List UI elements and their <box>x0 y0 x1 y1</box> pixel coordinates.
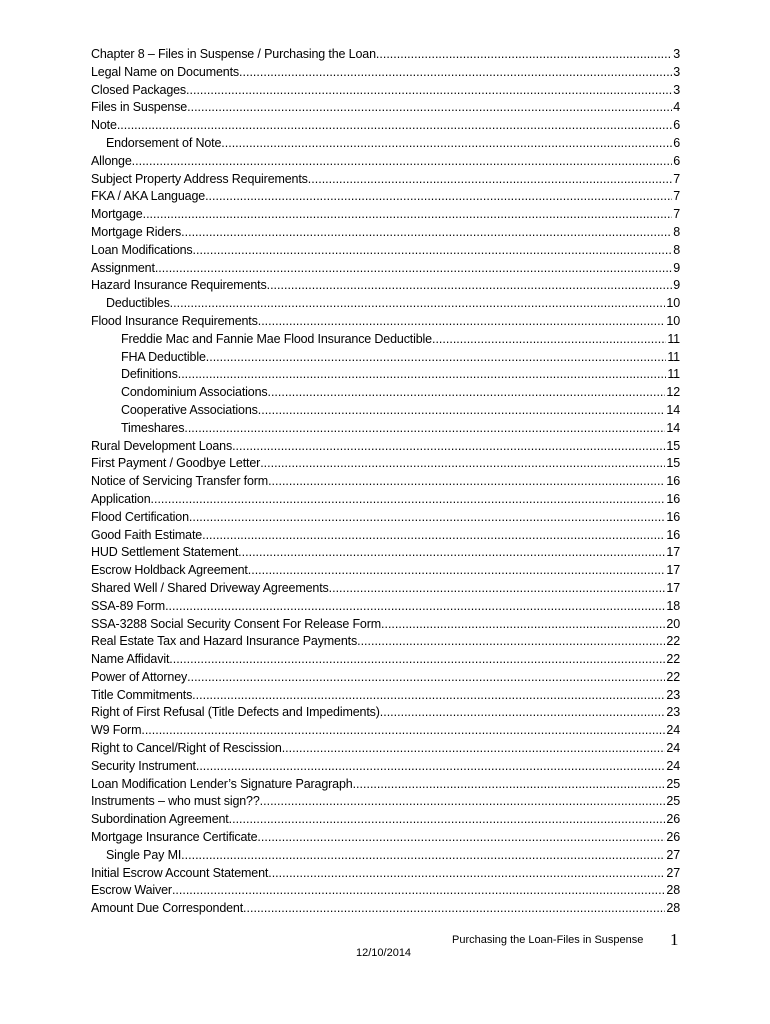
toc-entry-title: Loan Modification Lender’s Signature Paragraph <box>91 776 353 791</box>
toc-dot-leader <box>232 438 665 456</box>
toc-dot-leader <box>193 242 673 260</box>
toc-entry-title: Shared Well / Shared Driveway Agreements <box>91 580 329 595</box>
toc-entry-title: Chapter 8 – Files in Suspense / Purchasing the Loan <box>91 47 376 61</box>
toc-entry-title: First Payment / Goodbye Letter <box>91 456 261 471</box>
toc-entry[interactable] <box>91 562 680 580</box>
toc-entry-page-number: 23 <box>666 687 680 702</box>
toc-entry-page-number: 14 <box>666 402 680 417</box>
toc-entry-title: Definitions <box>121 367 178 382</box>
toc-entry-title: Rural Development Loans <box>91 438 233 453</box>
toc-entry-title: Condominium Associations <box>121 385 268 400</box>
toc-entry-title: Power of Attorney <box>91 669 188 684</box>
toc-dot-leader <box>238 544 665 562</box>
toc-dot-leader <box>181 847 665 865</box>
toc-dot-leader <box>143 206 673 224</box>
toc-entry[interactable] <box>91 135 680 153</box>
toc-dot-leader <box>376 46 672 64</box>
toc-entry-page-number: 17 <box>666 545 680 560</box>
toc-dot-leader <box>206 349 667 367</box>
toc-entry[interactable] <box>91 473 680 491</box>
toc-dot-leader <box>141 722 665 740</box>
toc-entry[interactable] <box>91 544 680 562</box>
toc-entry-page-number: 15 <box>666 456 680 471</box>
toc-entry[interactable] <box>91 438 680 456</box>
toc-entry-page-number: 17 <box>666 563 680 578</box>
toc-entry-title: Flood Certification <box>91 509 189 524</box>
toc-entry[interactable] <box>91 99 680 117</box>
toc-entry-title: Mortgage Riders <box>91 224 182 239</box>
toc-entry-title: Files in Suspense <box>91 100 188 115</box>
toc-dot-leader <box>132 153 673 171</box>
toc-entry-title: Single Pay MI <box>106 847 182 862</box>
toc-dot-leader <box>202 527 665 545</box>
toc-dot-leader <box>267 384 665 402</box>
toc-entry[interactable] <box>91 669 680 687</box>
toc-entry[interactable] <box>91 331 680 349</box>
toc-entry-title: Subject Property Address Requirements <box>91 171 308 186</box>
toc-entry[interactable] <box>91 616 680 634</box>
toc-dot-leader <box>268 473 665 491</box>
toc-entry-page-number: 26 <box>666 830 680 845</box>
toc-dot-leader <box>165 598 665 616</box>
toc-entry[interactable] <box>91 509 680 527</box>
toc-entry-title: Right to Cancel/Right of Rescission <box>91 741 282 756</box>
toc-entry-page-number: 7 <box>673 171 680 186</box>
toc-entry[interactable] <box>91 793 680 811</box>
toc-entry-page-number: 20 <box>666 616 680 631</box>
toc-dot-leader <box>248 562 666 580</box>
toc-entry[interactable] <box>91 527 680 545</box>
toc-dot-leader <box>169 651 665 669</box>
toc-dot-leader <box>192 687 665 705</box>
toc-entry-title: Amount Due Correspondent <box>91 901 244 916</box>
toc-entry-title: Instruments – who must sign?? <box>91 794 260 809</box>
toc-entry-title: Subordination Agreement <box>91 812 229 827</box>
toc-entry-title: Application <box>91 491 151 506</box>
toc-entry-page-number: 16 <box>666 509 680 524</box>
toc-entry[interactable] <box>91 580 680 598</box>
toc-entry-title: Legal Name on Documents <box>91 64 240 79</box>
toc-entry-title: Mortgage Insurance Certificate <box>91 830 258 845</box>
toc-entry[interactable] <box>91 349 680 367</box>
toc-entry[interactable] <box>91 687 680 705</box>
toc-dot-leader <box>172 882 665 900</box>
toc-entry[interactable] <box>91 847 680 865</box>
toc-entry[interactable] <box>91 402 680 420</box>
toc-dot-leader <box>381 616 665 634</box>
toc-dot-leader <box>357 633 665 651</box>
toc-entry-title: Assignment <box>91 260 155 275</box>
toc-entry[interactable] <box>91 758 680 776</box>
toc-entry[interactable] <box>91 64 680 82</box>
toc-entry-title: Security Instrument <box>91 758 196 773</box>
toc-dot-leader <box>258 402 666 420</box>
toc-entry-page-number: 26 <box>666 812 680 827</box>
toc-dot-leader <box>170 295 666 313</box>
toc-entry-page-number: 23 <box>666 705 680 720</box>
toc-entry[interactable] <box>91 277 680 295</box>
toc-entry-title: Loan Modifications <box>91 242 193 257</box>
toc-entry[interactable] <box>91 633 680 651</box>
toc-entry[interactable] <box>91 704 680 722</box>
toc-entry-page-number: 11 <box>667 349 680 364</box>
toc-entry-page-number: 3 <box>673 47 680 61</box>
toc-entry-title: HUD Settlement Statement <box>91 545 239 560</box>
toc-dot-leader <box>260 793 666 811</box>
toc-entry[interactable] <box>91 188 680 206</box>
toc-entry-title: SSA-3288 Social Security Consent For Release Form <box>91 616 382 631</box>
toc-entry[interactable] <box>91 865 680 883</box>
toc-entry[interactable] <box>91 242 680 260</box>
toc-dot-leader <box>117 117 672 135</box>
toc-entry-title: Real Estate Tax and Hazard Insurance Payments <box>91 634 358 649</box>
toc-dot-leader <box>181 224 672 242</box>
toc-entry-page-number: 24 <box>666 741 680 756</box>
toc-entry-page-number: 16 <box>666 527 680 542</box>
toc-entry[interactable] <box>91 651 680 669</box>
table-of-contents <box>91 46 680 918</box>
toc-dot-leader <box>151 491 666 509</box>
toc-entry-page-number: 24 <box>666 758 680 773</box>
toc-dot-leader <box>184 420 665 438</box>
toc-entry-page-number: 9 <box>673 260 680 275</box>
toc-entry-page-number: 27 <box>666 847 680 862</box>
toc-dot-leader <box>267 277 673 295</box>
toc-entry-title: Escrow Holdback Agreement <box>91 563 248 578</box>
toc-entry-title: FKA / AKA Language <box>91 189 206 204</box>
toc-dot-leader <box>155 260 672 278</box>
toc-dot-leader <box>308 171 672 189</box>
toc-entry-title: SSA-89 Form <box>91 598 166 613</box>
toc-entry-page-number: 6 <box>673 135 680 150</box>
toc-entry-title: Escrow Waiver <box>91 883 172 898</box>
toc-dot-leader <box>260 455 665 473</box>
toc-entry-page-number: 10 <box>666 313 680 328</box>
toc-entry-page-number: 22 <box>666 652 680 667</box>
toc-dot-leader <box>187 669 665 687</box>
toc-entry[interactable] <box>91 384 680 402</box>
toc-entry-title: Deductibles <box>106 296 170 311</box>
toc-entry-title: Freddie Mac and Fannie Mae Flood Insurance Deductible <box>121 331 432 346</box>
toc-entry-page-number: 7 <box>673 189 680 204</box>
toc-dot-leader <box>243 900 665 918</box>
toc-dot-leader <box>258 313 666 331</box>
toc-entry-title: Flood Insurance Requirements <box>91 313 258 328</box>
toc-entry[interactable] <box>91 882 680 900</box>
toc-entry-page-number: 12 <box>666 385 680 400</box>
toc-entry-page-number: 28 <box>666 901 680 916</box>
toc-entry[interactable] <box>91 598 680 616</box>
toc-entry-title: Cooperative Associations <box>121 402 258 417</box>
toc-entry[interactable] <box>91 829 680 847</box>
toc-entry-page-number: 7 <box>673 207 680 222</box>
toc-entry[interactable] <box>91 740 680 758</box>
toc-entry-title: Right of First Refusal (Title Defects and Impediments) <box>91 705 380 720</box>
toc-entry[interactable] <box>91 420 680 438</box>
toc-entry[interactable] <box>91 82 680 100</box>
toc-entry-page-number: 24 <box>666 723 680 738</box>
toc-entry[interactable] <box>91 295 680 313</box>
toc-dot-leader <box>353 776 666 794</box>
toc-dot-leader <box>329 580 666 598</box>
toc-entry-title: Title Commitments <box>91 687 193 702</box>
toc-entry[interactable] <box>91 313 680 331</box>
footer-document-title: Purchasing the Loan-Files in Suspense <box>452 934 644 946</box>
toc-dot-leader <box>257 829 665 847</box>
toc-entry-page-number: 6 <box>673 153 680 168</box>
toc-dot-leader <box>221 135 672 153</box>
toc-entry-title: Hazard Insurance Requirements <box>91 278 267 293</box>
toc-entry[interactable] <box>91 491 680 509</box>
toc-entry-title: FHA Deductible <box>121 349 206 364</box>
toc-dot-leader <box>239 64 672 82</box>
toc-entry-page-number: 17 <box>666 580 680 595</box>
toc-entry-title: Name Affidavit <box>91 652 170 667</box>
toc-entry-title: Notice of Servicing Transfer form <box>91 474 269 489</box>
toc-entry-page-number: 10 <box>666 296 680 311</box>
toc-entry-title: Mortgage <box>91 207 143 222</box>
toc-entry-page-number: 15 <box>666 438 680 453</box>
toc-entry-page-number: 16 <box>666 474 680 489</box>
toc-entry-page-number: 22 <box>666 634 680 649</box>
toc-entry-page-number: 27 <box>666 865 680 880</box>
toc-entry[interactable] <box>91 366 680 384</box>
toc-entry-page-number: 18 <box>666 598 680 613</box>
toc-dot-leader <box>178 366 667 384</box>
toc-entry-title: Timeshares <box>121 420 185 435</box>
toc-entry-title: W9 Form <box>91 723 142 738</box>
toc-dot-leader <box>229 811 666 829</box>
toc-dot-leader <box>282 740 666 758</box>
toc-entry-page-number: 16 <box>666 491 680 506</box>
toc-dot-leader <box>187 99 672 117</box>
toc-entry-title: Good Faith Estimate <box>91 527 203 542</box>
toc-entry-title: Endorsement of Note <box>106 135 222 150</box>
toc-entry-page-number: 25 <box>666 776 680 791</box>
toc-entry[interactable] <box>91 224 680 242</box>
toc-entry-page-number: 11 <box>667 367 680 382</box>
toc-entry-title: Allonge <box>91 153 132 168</box>
toc-entry-page-number: 3 <box>673 64 680 79</box>
toc-dot-leader <box>189 509 666 527</box>
toc-entry[interactable] <box>91 455 680 473</box>
toc-dot-leader <box>196 758 666 776</box>
toc-dot-leader <box>205 188 672 206</box>
toc-entry-title: Initial Escrow Account Statement <box>91 865 269 880</box>
toc-entry-page-number: 8 <box>673 224 680 239</box>
toc-entry[interactable] <box>91 722 680 740</box>
toc-entry[interactable] <box>91 811 680 829</box>
toc-entry[interactable] <box>91 46 680 64</box>
toc-entry[interactable] <box>91 260 680 278</box>
toc-entry-page-number: 8 <box>673 242 680 257</box>
toc-dot-leader <box>268 865 665 883</box>
footer-page-number: 1 <box>670 930 679 949</box>
toc-dot-leader <box>186 82 672 100</box>
toc-entry-page-number: 28 <box>666 883 680 898</box>
toc-dot-leader <box>432 331 666 349</box>
toc-entry-page-number: 4 <box>673 100 680 115</box>
toc-entry-page-number: 22 <box>666 669 680 684</box>
toc-entry[interactable] <box>91 153 680 171</box>
toc-entry-page-number: 25 <box>666 794 680 809</box>
toc-entry[interactable] <box>91 117 680 135</box>
toc-entry[interactable] <box>91 171 680 189</box>
toc-entry-page-number: 9 <box>673 278 680 293</box>
toc-entry-page-number: 11 <box>667 331 680 346</box>
footer-date: 12/10/2014 <box>356 947 412 959</box>
toc-entry-title: Note <box>91 118 117 133</box>
toc-entry-page-number: 14 <box>666 420 680 435</box>
toc-entry[interactable] <box>91 776 680 794</box>
toc-entry-page-number: 6 <box>673 118 680 133</box>
toc-entry-page-number: 3 <box>673 82 680 97</box>
toc-dot-leader <box>380 704 666 722</box>
toc-entry[interactable] <box>91 900 680 918</box>
toc-entry-title: Closed Packages <box>91 82 187 97</box>
toc-entry[interactable] <box>91 206 680 224</box>
